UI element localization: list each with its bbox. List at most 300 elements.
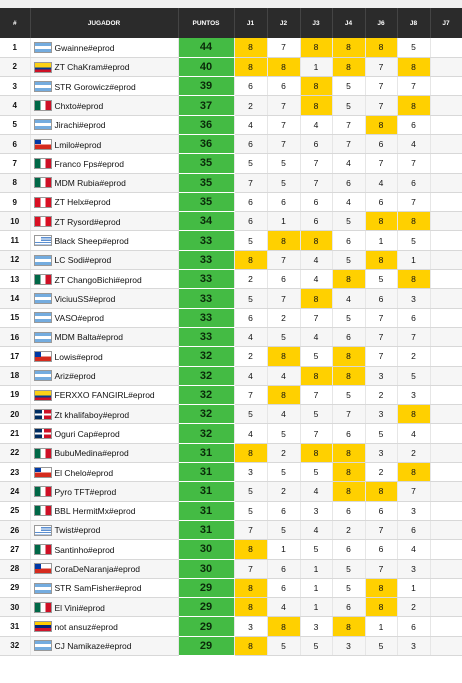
country-flag-icon [34,293,52,304]
table-row[interactable] [0,578,462,597]
score-cell: 7 [365,57,397,76]
score-cell: 8 [267,385,300,404]
score-cell: 7 [267,96,300,115]
score-cell: 8 [365,482,397,501]
country-flag-icon [34,505,52,516]
score-cell: 5 [332,96,365,115]
score-cell [430,463,462,482]
score-cell [430,598,462,617]
score-cell: 7 [267,115,300,134]
score-cell: 7 [397,327,430,346]
score-cell: 8 [397,96,430,115]
score-cell: 5 [332,308,365,327]
player-cell [30,520,178,539]
score-cell: 5 [300,463,332,482]
player-name[interactable]: Oguri Cap#eprod [54,428,120,439]
score-cell: 4 [300,250,332,269]
player-cell [30,77,178,96]
player-name[interactable]: ZT ChangoBichi#eprod [54,274,142,285]
score-cell [430,96,462,115]
score-cell: 8 [365,578,397,597]
player-cell [30,501,178,520]
score-cell: 8 [397,463,430,482]
player-name[interactable]: STR SamFisher#eprod [54,583,142,594]
score-cell [430,366,462,385]
points-cell: 40 [178,57,234,76]
player-cell [30,134,178,153]
player-name[interactable]: El Chelo#eprod [54,467,114,478]
score-cell: 7 [267,134,300,153]
score-cell: 4 [365,173,397,192]
player-cell [30,540,178,559]
score-cell: 4 [397,424,430,443]
player-name[interactable]: STR Gorowicz#eprod [54,81,136,92]
score-cell: 2 [365,463,397,482]
score-cell: 7 [365,308,397,327]
player-cell [30,578,178,597]
country-flag-icon [34,640,52,651]
table-row[interactable] [0,134,462,153]
points-cell: 35 [178,192,234,211]
table-row[interactable] [0,57,462,76]
col-j6-header[interactable]: J6 [365,8,397,38]
score-cell: 8 [397,57,430,76]
country-flag-icon [34,390,52,401]
points-cell: 29 [178,578,234,597]
score-cell: 5 [300,636,332,655]
table-row[interactable] [0,598,462,617]
player-cell [30,289,178,308]
score-cell: 7 [234,385,267,404]
score-cell: 5 [332,559,365,578]
score-cell: 4 [267,405,300,424]
player-name[interactable]: Pyro TFT#eprod [54,486,117,497]
score-cell: 2 [267,443,300,462]
points-cell: 32 [178,424,234,443]
standings-table [0,8,462,656]
score-cell: 1 [300,578,332,597]
score-cell: 3 [397,289,430,308]
score-cell: 8 [300,38,332,57]
score-cell: 4 [300,115,332,134]
points-cell: 29 [178,598,234,617]
score-cell: 2 [332,520,365,539]
score-cell: 6 [397,617,430,636]
score-cell: 6 [234,77,267,96]
score-cell: 8 [267,231,300,250]
points-cell: 32 [178,347,234,366]
col-rank-header[interactable]: # [0,8,30,38]
score-cell: 7 [365,96,397,115]
score-cell [430,405,462,424]
score-cell: 1 [267,540,300,559]
player-cell [30,617,178,636]
score-cell: 8 [234,250,267,269]
table-row[interactable] [0,347,462,366]
player-cell [30,38,178,57]
score-cell: 8 [332,443,365,462]
player-name[interactable]: FERXXO FANGIRL#eprod [54,390,155,401]
table-row[interactable] [0,463,462,482]
score-cell: 7 [397,77,430,96]
player-name[interactable]: Lmilo#eprod [54,139,102,150]
score-cell: 7 [332,134,365,153]
rank-cell: 13 [0,270,30,289]
score-cell [430,134,462,153]
score-cell: 6 [332,231,365,250]
table-row[interactable] [0,173,462,192]
table-row[interactable] [0,540,462,559]
points-cell: 32 [178,385,234,404]
score-cell: 5 [397,366,430,385]
score-cell: 2 [397,443,430,462]
col-player-header[interactable]: JUGADOR [30,8,178,38]
score-cell: 6 [332,598,365,617]
score-cell: 8 [300,366,332,385]
score-cell: 1 [300,598,332,617]
score-cell: 2 [234,96,267,115]
rank-cell: 18 [0,366,30,385]
country-flag-icon [34,139,52,150]
score-cell [430,115,462,134]
score-cell: 8 [397,405,430,424]
score-cell: 6 [267,270,300,289]
score-cell: 2 [397,598,430,617]
score-cell [430,38,462,57]
score-cell: 7 [365,154,397,173]
score-cell [430,385,462,404]
score-cell: 5 [300,405,332,424]
score-cell: 8 [365,115,397,134]
score-cell: 5 [397,231,430,250]
score-cell: 8 [234,38,267,57]
player-cell [30,212,178,231]
player-name[interactable]: Santinho#eprod [54,544,115,555]
score-cell: 8 [365,212,397,231]
player-cell [30,424,178,443]
table-row[interactable] [0,115,462,134]
score-cell: 5 [267,154,300,173]
player-name[interactable]: ZT ChaKram#eprod [54,62,130,73]
player-cell [30,327,178,346]
table-row[interactable] [0,443,462,462]
score-cell: 6 [234,192,267,211]
score-cell: 8 [234,57,267,76]
score-cell: 6 [397,520,430,539]
player-cell [30,598,178,617]
score-cell: 4 [332,192,365,211]
player-cell [30,405,178,424]
score-cell: 6 [234,134,267,153]
score-cell: 8 [234,540,267,559]
table-row[interactable] [0,270,462,289]
rank-cell: 9 [0,192,30,211]
player-cell [30,231,178,250]
country-flag-icon [34,409,52,420]
score-cell [430,173,462,192]
points-cell: 31 [178,482,234,501]
score-cell: 5 [332,77,365,96]
score-cell [430,308,462,327]
score-cell: 8 [332,482,365,501]
points-cell: 33 [178,289,234,308]
score-cell [430,520,462,539]
score-cell: 7 [234,173,267,192]
table-row[interactable] [0,96,462,115]
points-cell: 33 [178,270,234,289]
col-j1-header[interactable]: J1 [234,8,267,38]
rank-cell: 25 [0,501,30,520]
table-row[interactable] [0,559,462,578]
score-cell: 6 [267,77,300,96]
player-cell [30,443,178,462]
player-cell [30,636,178,655]
score-cell: 8 [300,443,332,462]
score-cell: 8 [300,77,332,96]
rank-cell: 17 [0,347,30,366]
score-cell: 8 [267,57,300,76]
table-row[interactable] [0,192,462,211]
table-row[interactable] [0,385,462,404]
score-cell: 2 [267,482,300,501]
points-cell: 32 [178,405,234,424]
country-flag-icon [34,197,52,208]
country-flag-icon [34,621,52,632]
standings-body [0,38,462,656]
score-cell: 1 [397,578,430,597]
country-flag-icon [34,351,52,362]
player-cell [30,385,178,404]
score-cell [430,347,462,366]
score-cell: 5 [234,405,267,424]
table-row[interactable] [0,212,462,231]
player-cell [30,192,178,211]
score-cell: 6 [267,501,300,520]
score-cell: 5 [234,154,267,173]
score-cell: 5 [267,424,300,443]
player-name[interactable]: ViciuuSS#eprod [54,293,116,304]
points-cell: 37 [178,96,234,115]
table-row[interactable] [0,520,462,539]
score-cell [430,617,462,636]
score-cell: 8 [300,231,332,250]
score-cell: 7 [365,559,397,578]
col-j8-header[interactable]: J8 [397,8,430,38]
player-name[interactable]: El Vini#eprod [54,602,105,613]
score-cell: 8 [365,38,397,57]
country-flag-icon [34,486,52,497]
score-cell: 8 [332,617,365,636]
score-cell: 1 [267,212,300,231]
player-name[interactable]: Gwainne#eprod [54,42,115,53]
rank-cell: 15 [0,308,30,327]
points-cell: 33 [178,327,234,346]
rank-cell: 8 [0,173,30,192]
points-cell: 30 [178,540,234,559]
score-cell: 8 [234,598,267,617]
player-name[interactable]: Black Sheep#eprod [54,235,129,246]
score-cell: 2 [234,270,267,289]
rank-cell: 12 [0,250,30,269]
country-flag-icon [34,100,52,111]
rank-cell: 14 [0,289,30,308]
points-cell: 32 [178,366,234,385]
score-cell: 3 [300,501,332,520]
player-cell [30,96,178,115]
table-row[interactable] [0,424,462,443]
score-cell: 8 [234,636,267,655]
table-row[interactable] [0,289,462,308]
score-cell: 8 [234,443,267,462]
country-flag-icon [34,583,52,594]
rank-cell: 4 [0,96,30,115]
score-cell: 1 [365,617,397,636]
score-cell: 5 [300,540,332,559]
player-name[interactable]: Chxto#eprod [54,100,104,111]
rank-cell: 26 [0,520,30,539]
score-cell: 7 [300,424,332,443]
table-row[interactable] [0,38,462,57]
player-cell [30,308,178,327]
score-cell: 6 [332,540,365,559]
table-row[interactable] [0,231,462,250]
score-cell: 7 [300,154,332,173]
country-flag-icon [34,158,52,169]
col-j3-header[interactable]: J3 [300,8,332,38]
player-name[interactable]: MDM Rubia#eprod [54,177,126,188]
rank-cell: 23 [0,463,30,482]
score-cell: 6 [332,424,365,443]
player-name[interactable]: CoraDeNaranja#eprod [54,563,141,574]
table-row[interactable] [0,154,462,173]
player-name[interactable]: VASO#eprod [54,312,104,323]
score-cell: 1 [300,559,332,578]
score-cell: 3 [234,463,267,482]
score-cell [430,327,462,346]
score-cell: 4 [234,424,267,443]
player-name[interactable]: Twist#eprod [54,525,101,536]
table-row[interactable] [0,501,462,520]
score-cell: 6 [267,559,300,578]
score-cell: 1 [365,231,397,250]
score-cell: 6 [300,212,332,231]
score-cell: 6 [365,134,397,153]
score-cell [430,270,462,289]
rank-cell: 21 [0,424,30,443]
score-cell: 4 [267,366,300,385]
rank-cell: 19 [0,385,30,404]
score-cell: 3 [397,501,430,520]
score-cell: 6 [397,173,430,192]
rank-cell: 20 [0,405,30,424]
score-cell: 4 [300,482,332,501]
score-cell: 3 [365,405,397,424]
player-cell [30,154,178,173]
rank-cell: 16 [0,327,30,346]
table-row[interactable] [0,308,462,327]
player-name[interactable]: MDM Balta#eprod [54,332,124,343]
score-cell [430,250,462,269]
col-points-header[interactable]: PUNTOS [178,8,234,38]
score-cell: 6 [332,173,365,192]
rank-cell: 1 [0,38,30,57]
points-cell: 39 [178,77,234,96]
player-name[interactable]: Ariz#eprod [54,370,96,381]
rank-cell: 22 [0,443,30,462]
table-row[interactable] [0,366,462,385]
table-row[interactable] [0,405,462,424]
score-cell [430,57,462,76]
player-name[interactable]: Lowis#eprod [54,351,103,362]
score-cell: 2 [267,308,300,327]
player-cell [30,250,178,269]
player-cell [30,347,178,366]
table-row[interactable] [0,77,462,96]
player-name[interactable]: not ansuz#eprod [54,621,118,632]
player-name[interactable]: Zt khalifaboy#eprod [54,409,130,420]
col-j2-header[interactable]: J2 [267,8,300,38]
table-row[interactable] [0,250,462,269]
player-name[interactable]: BBL HermitMx#eprod [54,505,136,516]
col-j4-header[interactable]: J4 [332,8,365,38]
score-cell: 7 [300,308,332,327]
score-cell: 6 [365,289,397,308]
player-name[interactable]: CJ Namikaze#eprod [54,640,132,651]
table-row[interactable] [0,327,462,346]
score-cell: 8 [365,250,397,269]
score-cell: 3 [397,559,430,578]
score-cell: 2 [397,347,430,366]
rank-cell: 2 [0,57,30,76]
score-cell: 5 [267,463,300,482]
points-cell: 33 [178,250,234,269]
score-cell: 7 [365,347,397,366]
score-cell: 5 [267,173,300,192]
table-row[interactable] [0,482,462,501]
table-row[interactable] [0,636,462,655]
player-name[interactable]: BubuMedina#eprod [54,448,129,458]
score-cell: 7 [397,482,430,501]
score-cell: 6 [332,327,365,346]
player-name[interactable]: ZT Rysord#eprod [54,216,121,227]
table-row[interactable] [0,617,462,636]
player-name[interactable]: Jirachi#eprod [54,119,106,130]
points-cell: 31 [178,443,234,462]
player-cell [30,57,178,76]
player-name[interactable]: LC Sodi#eprod [54,255,112,266]
score-cell: 5 [332,385,365,404]
score-cell: 6 [234,212,267,231]
player-name[interactable]: ZT Helx#eprod [54,197,111,208]
top-band [0,0,462,8]
player-name[interactable]: Franco Fps#eprod [54,158,124,169]
player-cell [30,115,178,134]
score-cell: 7 [365,327,397,346]
score-cell: 7 [267,38,300,57]
col-j7-header[interactable]: J7 [430,8,462,38]
score-cell [430,578,462,597]
score-cell: 7 [332,115,365,134]
rank-cell: 10 [0,212,30,231]
score-cell: 5 [234,289,267,308]
points-cell: 30 [178,559,234,578]
score-cell: 8 [300,289,332,308]
player-cell [30,559,178,578]
player-cell [30,463,178,482]
score-cell: 4 [234,115,267,134]
score-cell: 8 [234,578,267,597]
header-row [0,8,462,38]
